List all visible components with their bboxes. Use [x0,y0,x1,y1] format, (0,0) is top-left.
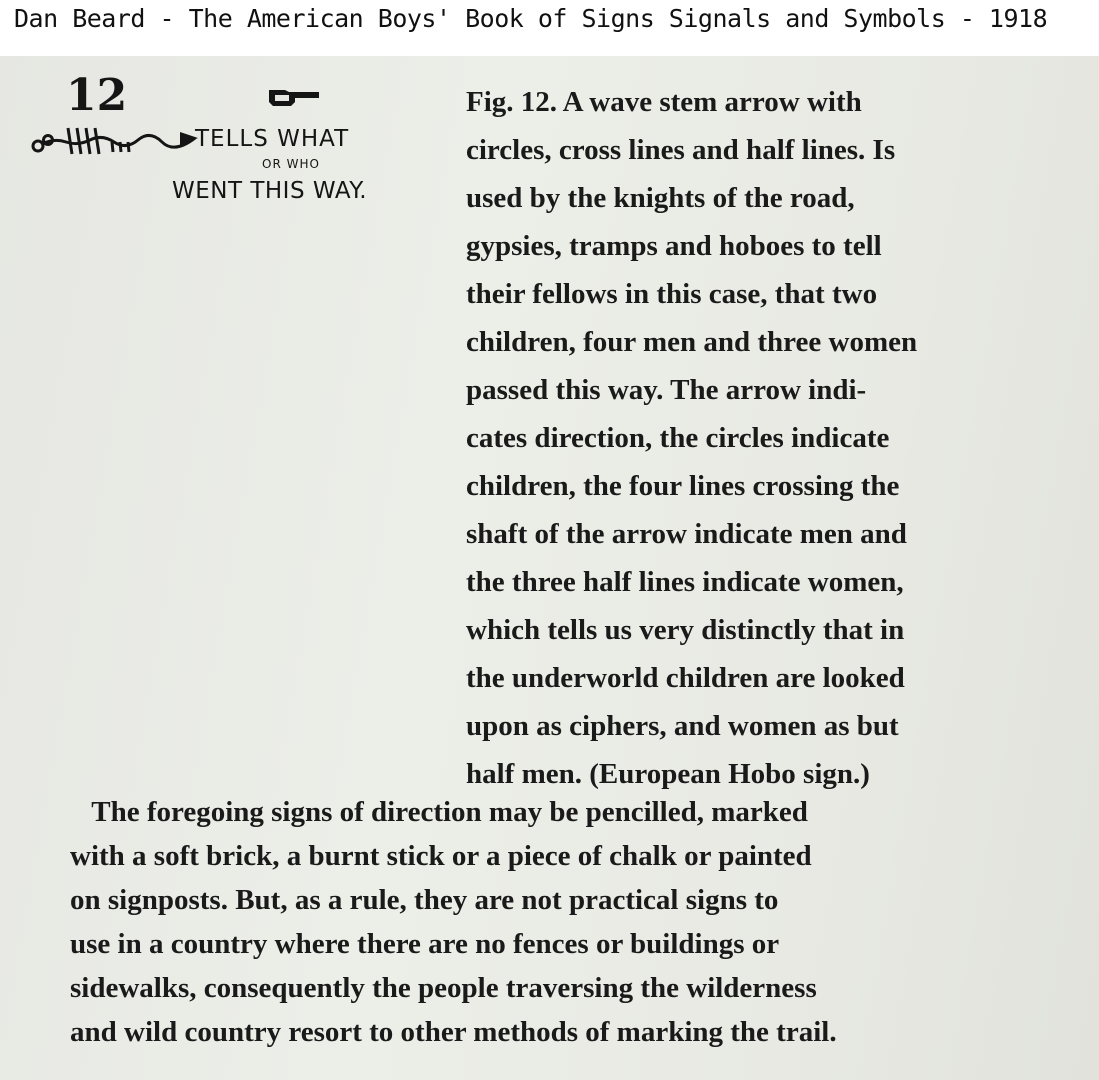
text-line: upon as ciphers, and women as but [466,710,899,742]
text-line: cates direction, the circles indicate [466,422,890,454]
text-line: Fig. 12. A wave stem arrow with [466,86,862,118]
text-line: use in a country where there are no fences or buildings or [70,928,780,960]
figure-label-line-1: TELLS WHAT [195,126,350,152]
image-caption: Dan Beard - The American Boys' Book of Signs Signals and Symbols - 1918 [14,4,1048,33]
text-line: children, four men and three women [466,326,918,358]
text-line: children, the four lines crossing the [466,470,900,502]
text-line: sidewalks, consequently the people traversing the wilderness [70,972,817,1004]
figure-number: 12 [66,70,128,121]
book-page [0,56,1099,1080]
text-line: the underworld children are looked [466,662,905,694]
text-line: circles, cross lines and half lines. Is [466,134,896,166]
text-line: the three half lines indicate women, [466,566,904,598]
text-line: on signposts. But, as a rule, they are not practical signs to [70,884,779,916]
body-paragraph [70,790,1060,1054]
figure-label-line-2: OR WHO [262,157,320,171]
text-line: which tells us very distinctly that in [466,614,905,646]
text-line: and wild country resort to other methods of marking the trail. [70,1016,837,1048]
text-line: passed this way. The arrow indi- [466,374,867,406]
figure-12 [0,56,460,226]
text-line: their fellows in this case, that two [466,278,878,310]
text-line: shaft of the arrow indicate men and [466,518,907,550]
pointing-hand-icon [265,86,323,110]
figure-label-line-3: WENT THIS WAY. [172,178,368,204]
text-line: half men. (European Hobo sign.) [466,758,870,790]
text-line: used by the knights of the road, [466,182,855,214]
figure-description [466,78,1066,798]
text-line: gypsies, tramps and hoboes to tell [466,230,882,262]
wave-stem-arrow-icon [30,120,210,160]
text-line: The foregoing signs of direction may be pencilled, marked [70,796,808,828]
caption-bar [0,0,1099,56]
text-line: with a soft brick, a burnt stick or a piece of chalk or painted [70,840,812,872]
